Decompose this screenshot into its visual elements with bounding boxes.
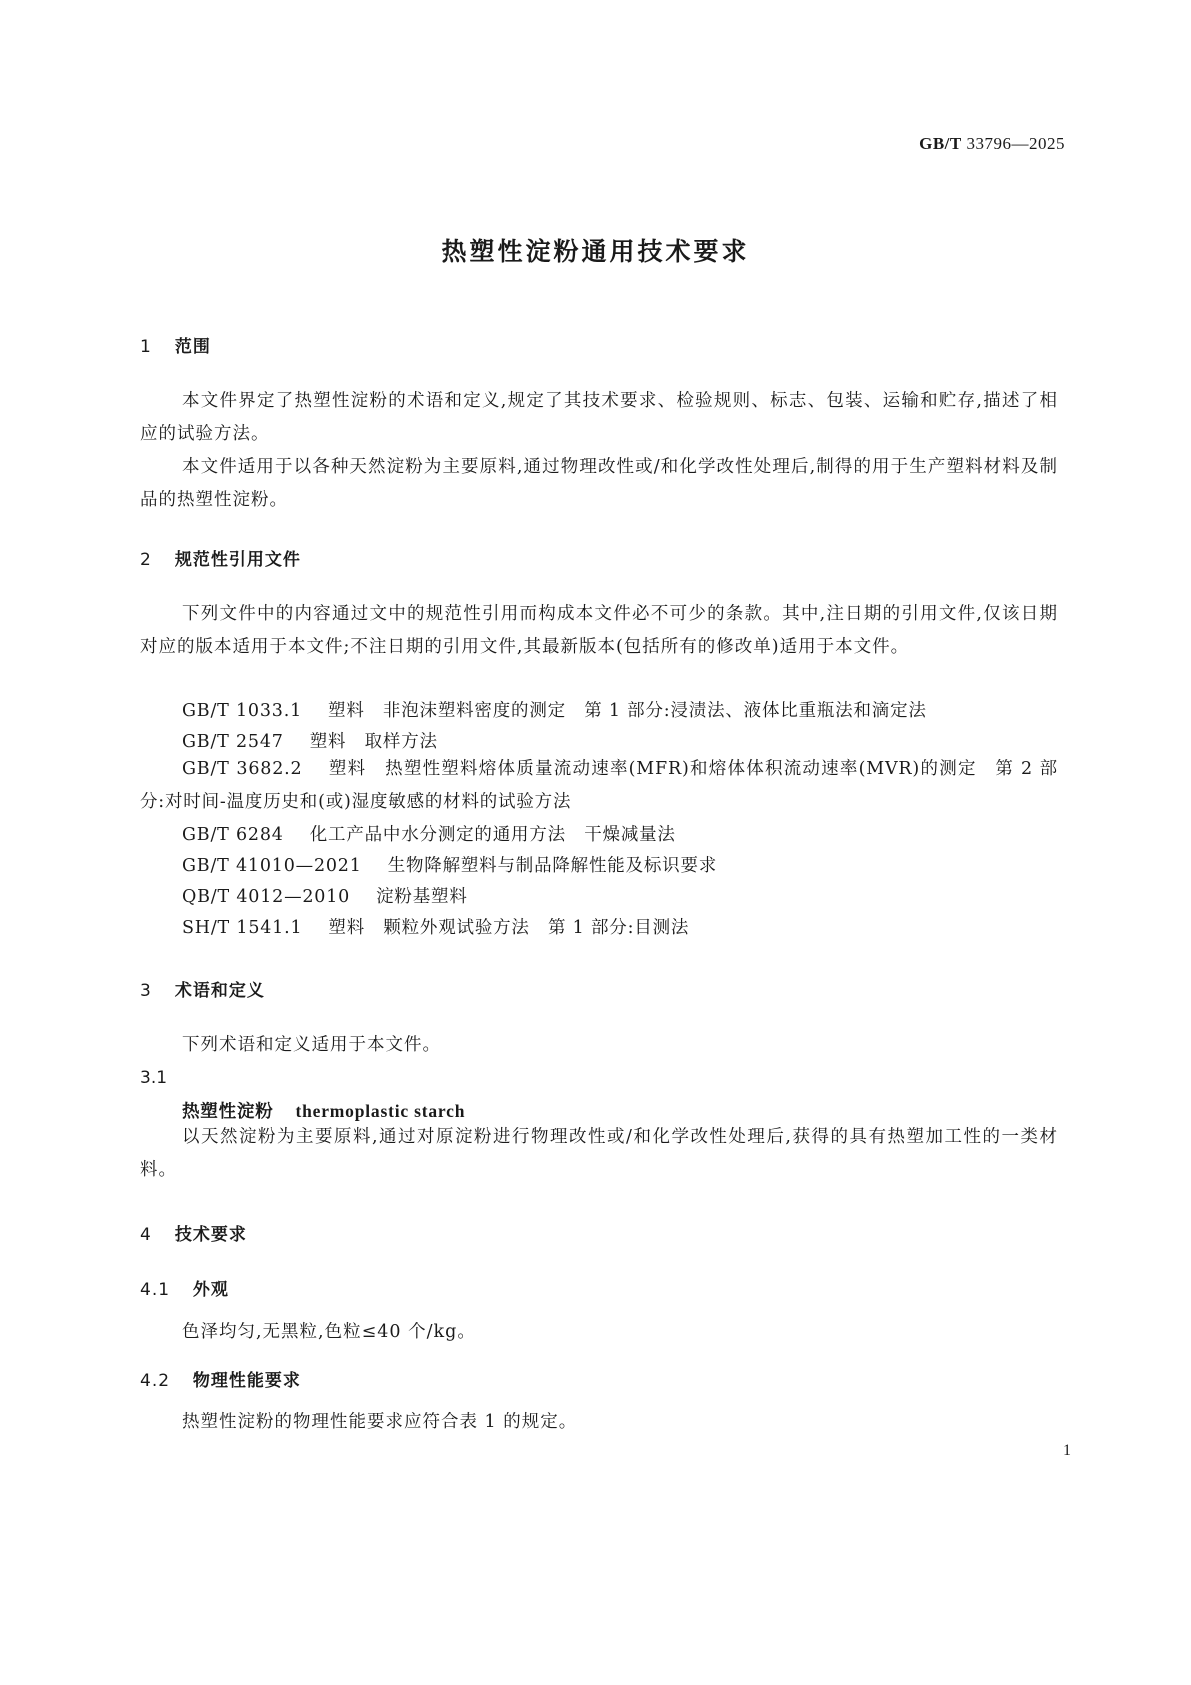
reference-title: 生物降解塑料与制品降解性能及标识要求 xyxy=(387,856,718,876)
reference-item xyxy=(182,728,438,753)
subsection-4-2-heading xyxy=(140,1366,301,1391)
section-number: 3 xyxy=(140,981,152,1001)
section-number: 2 xyxy=(140,550,152,570)
section-3-heading xyxy=(140,976,265,1001)
term-number: 3.1 xyxy=(140,1068,168,1088)
standard-prefix: GB/T xyxy=(919,134,962,153)
subsection-number: 4.2 xyxy=(140,1371,171,1391)
section-title: 规范性引用文件 xyxy=(174,550,301,570)
scope-paragraph-1: 本文件界定了热塑性淀粉的术语和定义,规定了其技术要求、检验规则、标志、包装、运输和贮存,描述了相应的试验方法。 xyxy=(140,391,1058,444)
reference-code: GB/T 1033.1 xyxy=(182,701,303,721)
reference-code: GB/T 41010—2021 xyxy=(182,856,362,876)
section-1-heading xyxy=(140,332,211,357)
reference-title: 塑料 颗粒外观试验方法 第 1 部分:目测法 xyxy=(328,918,690,938)
reference-code: QB/T 4012—2010 xyxy=(182,887,351,907)
reference-code: GB/T 6284 xyxy=(182,825,284,845)
standard-number: 33796—2025 xyxy=(966,134,1065,153)
reference-title: 淀粉基塑料 xyxy=(376,887,468,907)
physical-properties-text: 热塑性淀粉的物理性能要求应符合表 1 的规定。 xyxy=(182,1412,578,1432)
scope-paragraph-2: 本文件适用于以各种天然淀粉为主要原料,通过物理改性或/和化学改性处理后,制得的用于生产塑料材料及制品的热塑性淀粉。 xyxy=(140,457,1058,510)
reference-item xyxy=(182,697,927,722)
subsection-title: 物理性能要求 xyxy=(192,1371,301,1391)
section-number: 1 xyxy=(140,337,152,357)
document-title: 热塑性淀粉通用技术要求 xyxy=(441,237,750,266)
reference-item xyxy=(182,852,717,877)
reference-title: 塑料 取样方法 xyxy=(309,732,438,752)
term-definition: 以天然淀粉为主要原料,通过对原淀粉进行物理改性或/和化学改性处理后,获得的具有热塑加工性的一类材料。 xyxy=(140,1127,1058,1180)
reference-item xyxy=(182,883,468,908)
term-entry xyxy=(182,1098,465,1123)
reference-item xyxy=(182,821,676,846)
reference-code: GB/T 2547 xyxy=(182,732,284,752)
reference-item xyxy=(182,914,689,939)
term-english: thermoplastic starch xyxy=(295,1101,466,1121)
subsection-title: 外观 xyxy=(192,1280,229,1300)
section-title: 技术要求 xyxy=(174,1225,247,1245)
terms-intro: 下列术语和定义适用于本文件。 xyxy=(182,1035,441,1055)
references-intro: 下列文件中的内容通过文中的规范性引用而构成本文件必不可少的条款。其中,注日期的引用文件,仅该日期对应的版本适用于本文件;不注日期的引用文件,其最新版本(包括所有的修改单)适用于本文件。 xyxy=(140,604,1058,657)
term-chinese: 热塑性淀粉 xyxy=(182,1102,274,1122)
reference-code: SH/T 1541.1 xyxy=(182,918,303,938)
section-number: 4 xyxy=(140,1225,152,1245)
appearance-text: 色泽均匀,无黑粒,色粒≤40 个/kg。 xyxy=(182,1322,476,1342)
section-2-heading xyxy=(140,545,301,570)
reference-code: GB/T 3682.2 xyxy=(182,759,303,779)
reference-title: 塑料 非泡沫塑料密度的测定 第 1 部分:浸渍法、液体比重瓶法和滴定法 xyxy=(328,701,927,721)
section-title: 范围 xyxy=(174,337,211,357)
section-title: 术语和定义 xyxy=(174,981,265,1001)
reference-title: 塑料 热塑性塑料熔体质量流动速率(MFR)和熔体体积流动速率(MVR)的测定 第 2 部分:对时间-温度历史和(或)湿度敏感的材料的试验方法 xyxy=(140,759,1058,812)
reference-title: 化工产品中水分测定的通用方法 干燥减量法 xyxy=(309,825,676,845)
section-4-heading xyxy=(140,1220,247,1245)
page-number: 1 xyxy=(1063,1442,1071,1459)
subsection-number: 4.1 xyxy=(140,1280,171,1300)
subsection-4-1-heading xyxy=(140,1275,229,1300)
standard-header xyxy=(919,134,1065,154)
reference-item-wrapped xyxy=(140,753,1058,819)
